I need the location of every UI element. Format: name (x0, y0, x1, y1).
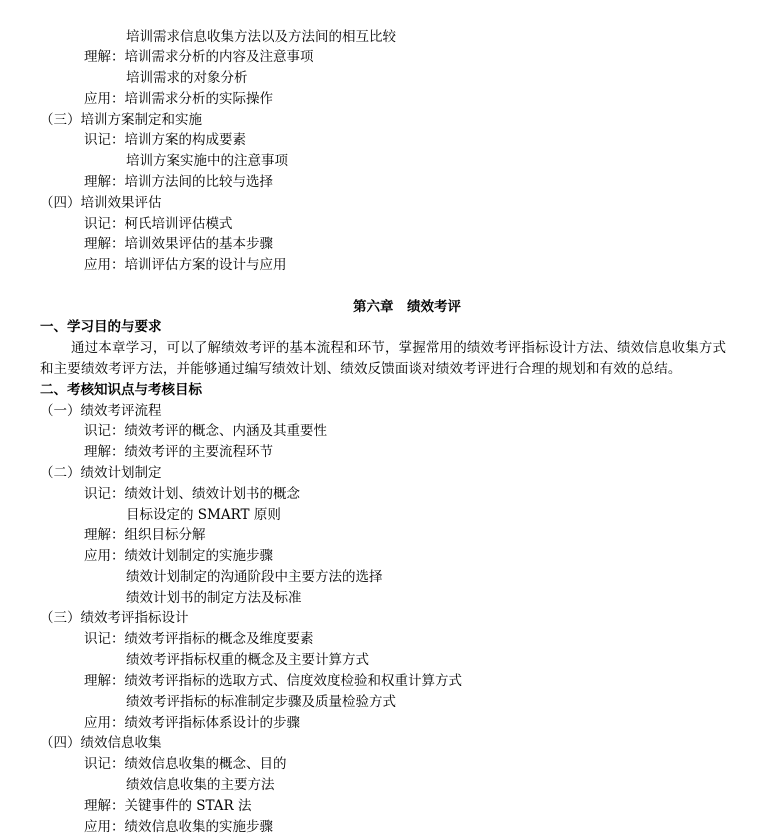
outline-item: 绩效考评指标的标准制定步骤及质量检验方式 (126, 694, 396, 710)
outline-item: 应用：培训评估方案的设计与应用 (84, 257, 287, 273)
outline-item: （四）绩效信息收集 (40, 735, 162, 751)
outline-item: 绩效计划制定的沟通阶段中主要方法的选择 (126, 569, 383, 585)
outline-item: （二）绩效计划制定 (40, 465, 162, 481)
outline-item: 理解：组织目标分解 (84, 527, 206, 543)
outline-item: 理解：绩效考评指标的选取方式、信度效度检验和权重计算方式 (84, 673, 462, 689)
outline-item: 绩效计划书的制定方法及标准 (126, 590, 302, 606)
outline-item: 培训方案实施中的注意事项 (126, 153, 288, 169)
chapter-title: 第六章 绩效考评 (353, 299, 461, 315)
outline-item: 培训需求的对象分析 (126, 70, 248, 86)
body-paragraph-line: 和主要绩效考评方法，并能够通过编写绩效计划、绩效反馈面谈对绩效考评进行合理的规划和有效的总结。 (40, 361, 682, 377)
outline-item: 识记：绩效考评指标的概念及维度要素 (84, 631, 314, 647)
outline-item: 理解：关键事件的 STAR 法 (84, 798, 252, 814)
outline-item: 理解：绩效考评的主要流程环节 (84, 444, 273, 460)
outline-item: 目标设定的 SMART 原则 (126, 507, 281, 523)
section-heading: 二、考核知识点与考核目标 (40, 382, 202, 398)
outline-item: 培训需求信息收集方法以及方法间的相互比较 (126, 29, 396, 45)
outline-item: 识记：绩效信息收集的概念、目的 (84, 756, 287, 772)
outline-item: 绩效考评指标权重的概念及主要计算方式 (126, 652, 369, 668)
outline-item: 理解：培训效果评估的基本步骤 (84, 236, 273, 252)
outline-item: 应用：绩效考评指标体系设计的步骤 (84, 715, 300, 731)
outline-item: 应用：绩效计划制定的实施步骤 (84, 548, 273, 564)
outline-item: 应用：培训需求分析的实际操作 (84, 91, 273, 107)
outline-item: （四）培训效果评估 (40, 195, 162, 211)
outline-item: （三）绩效考评指标设计 (40, 610, 189, 626)
body-paragraph-line: 通过本章学习，可以了解绩效考评的基本流程和环节，掌握常用的绩效考评指标设计方法、绩效信息收集方式 (71, 340, 727, 356)
outline-item: 理解：培训需求分析的内容及注意事项 (84, 49, 314, 65)
outline-item: （三）培训方案制定和实施 (40, 112, 202, 128)
section-heading: 一、学习目的与要求 (40, 319, 162, 335)
outline-item: （一）绩效考评流程 (40, 403, 162, 419)
outline-item: 识记：绩效计划、绩效计划书的概念 (84, 486, 300, 502)
outline-item: 理解：培训方法间的比较与选择 (84, 174, 273, 190)
outline-item: 识记：绩效考评的概念、内涵及其重要性 (84, 423, 327, 439)
outline-item: 应用：绩效信息收集的实施步骤 (84, 819, 273, 835)
outline-item: 识记：培训方案的构成要素 (84, 132, 246, 148)
outline-item: 识记：柯氏培训评估模式 (84, 216, 233, 232)
outline-item: 绩效信息收集的主要方法 (126, 777, 275, 793)
